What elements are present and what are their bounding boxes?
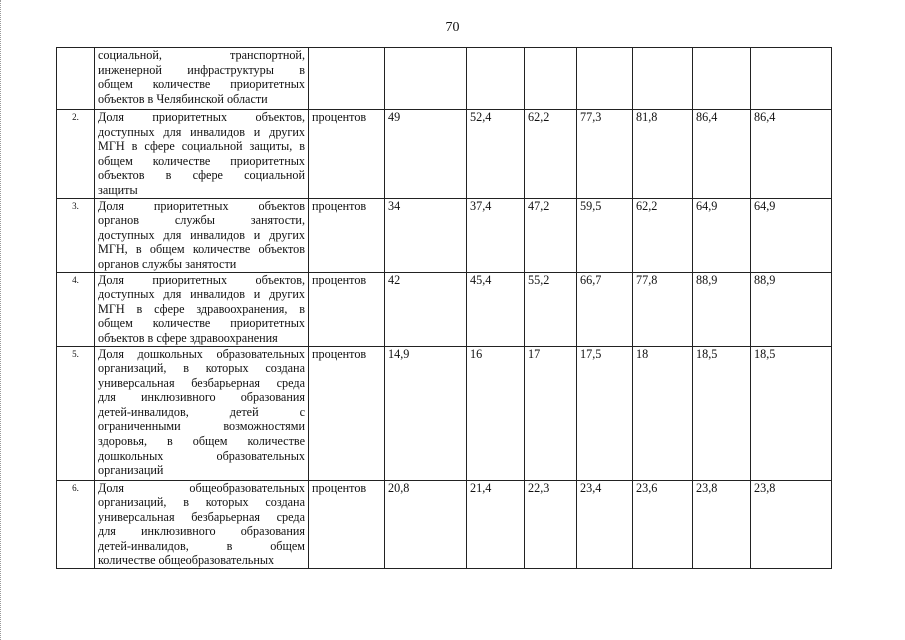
value-cell: 37,4 <box>467 198 525 272</box>
row-number: 5. <box>57 346 95 480</box>
value-cell: 23,6 <box>633 480 693 569</box>
value-cell: 16 <box>467 346 525 480</box>
value-cell: 49 <box>385 110 467 199</box>
indicator-name-line: организаций <box>98 463 164 478</box>
indicator-name-line: объектов в Челябинской области <box>98 91 268 106</box>
unit-cell: процентов <box>309 272 385 346</box>
value-cell: 88,9 <box>751 272 832 346</box>
indicator-name-line: инженерной инфраструктуры в <box>98 62 305 77</box>
indicator-name-line: общем количестве приоритетных <box>98 77 305 92</box>
value-cell: 34 <box>385 198 467 272</box>
value-cell: 18,5 <box>693 346 751 480</box>
unit-cell <box>309 48 385 110</box>
indicator-name-line: объектов в сфере здравоохранения <box>98 330 278 345</box>
value-cell <box>577 48 633 110</box>
value-cell: 52,4 <box>467 110 525 199</box>
value-cell: 81,8 <box>633 110 693 199</box>
value-cell: 64,9 <box>693 198 751 272</box>
indicator-name <box>95 48 309 110</box>
indicator-name-line: дошкольных образовательных <box>98 448 305 463</box>
indicator-name-line: социальной, транспортной, <box>98 48 305 62</box>
value-cell: 45,4 <box>467 272 525 346</box>
indicator-name-line: объектов в сфере социальной <box>98 168 305 183</box>
value-cell <box>693 48 751 110</box>
indicator-name <box>95 110 309 199</box>
indicator-name-line: детей-инвалидов, детей с <box>98 404 305 419</box>
value-cell: 77,3 <box>577 110 633 199</box>
indicator-name-line: Доля общеобразовательных <box>98 480 305 495</box>
indicator-name-line: для инклюзивного образования <box>98 390 305 405</box>
indicator-name-line: здоровья, в общем количестве <box>98 434 305 449</box>
table-row <box>57 272 832 346</box>
indicator-name <box>95 346 309 480</box>
indicator-name-line: МГН, в общем количестве объектов <box>98 242 305 257</box>
table-row <box>57 480 832 569</box>
value-cell: 55,2 <box>525 272 577 346</box>
value-cell: 77,8 <box>633 272 693 346</box>
unit-cell: процентов <box>309 110 385 199</box>
indicator-name-line: доступных для инвалидов и других <box>98 124 305 139</box>
value-cell: 86,4 <box>693 110 751 199</box>
value-cell: 17,5 <box>577 346 633 480</box>
value-cell <box>467 48 525 110</box>
unit-cell: процентов <box>309 198 385 272</box>
indicator-name-line: Доля дошкольных образовательных <box>98 346 305 361</box>
table-row <box>57 110 832 199</box>
indicator-name-line: защиты <box>98 182 138 197</box>
value-cell: 64,9 <box>751 198 832 272</box>
value-cell: 62,2 <box>633 198 693 272</box>
page-number: 70 <box>445 20 460 35</box>
value-cell: 21,4 <box>467 480 525 569</box>
table-row <box>57 198 832 272</box>
value-cell <box>385 48 467 110</box>
value-cell: 22,3 <box>525 480 577 569</box>
indicator-name-line: количестве общеобразовательных <box>98 553 275 568</box>
table-row <box>57 346 832 480</box>
indicator-name-line: универсальная безбарьерная среда <box>98 375 305 390</box>
indicators-table <box>56 47 832 569</box>
indicator-name-line: органов службы занятости, <box>98 213 305 228</box>
indicator-name-line: органов службы занятости <box>98 256 237 271</box>
indicator-name-line: детей-инвалидов, в общем <box>98 538 305 553</box>
row-number: 2. <box>57 110 95 199</box>
indicator-name-line: Доля приоритетных объектов, <box>98 272 305 287</box>
value-cell <box>525 48 577 110</box>
table-row <box>57 48 832 110</box>
value-cell: 18,5 <box>751 346 832 480</box>
table-body <box>57 48 832 569</box>
value-cell: 18 <box>633 346 693 480</box>
value-cell: 66,7 <box>577 272 633 346</box>
value-cell: 23,8 <box>693 480 751 569</box>
indicator-name-line: ограниченными возможностями <box>98 419 305 434</box>
row-number: 6. <box>57 480 95 569</box>
indicator-name <box>95 272 309 346</box>
indicator-name <box>95 198 309 272</box>
scan-left-edge <box>0 0 5 640</box>
value-cell: 47,2 <box>525 198 577 272</box>
indicator-name-line: общем количестве приоритетных <box>98 316 305 331</box>
indicator-name-line: организаций, в которых создана <box>98 361 305 376</box>
indicator-name-line: доступных для инвалидов и других <box>98 287 305 302</box>
indicator-name-line: общем количестве приоритетных <box>98 153 305 168</box>
value-cell: 23,4 <box>577 480 633 569</box>
unit-cell: процентов <box>309 480 385 569</box>
value-cell: 20,8 <box>385 480 467 569</box>
indicator-name-line: организаций, в которых создана <box>98 495 305 510</box>
value-cell: 42 <box>385 272 467 346</box>
indicator-name-line: Доля приоритетных объектов, <box>98 110 305 124</box>
unit-cell: процентов <box>309 346 385 480</box>
row-number: 3. <box>57 198 95 272</box>
value-cell: 62,2 <box>525 110 577 199</box>
indicator-name-line: МГН в сфере социальной защиты, в <box>98 139 305 154</box>
indicator-name-line: Доля приоритетных объектов <box>98 198 305 213</box>
row-number <box>57 48 95 110</box>
value-cell: 17 <box>525 346 577 480</box>
value-cell <box>633 48 693 110</box>
indicator-name-line: доступных для инвалидов и других <box>98 227 305 242</box>
value-cell: 59,5 <box>577 198 633 272</box>
value-cell <box>751 48 832 110</box>
value-cell: 23,8 <box>751 480 832 569</box>
value-cell: 14,9 <box>385 346 467 480</box>
indicator-name-line: для инклюзивного образования <box>98 524 305 539</box>
row-number: 4. <box>57 272 95 346</box>
value-cell: 88,9 <box>693 272 751 346</box>
value-cell: 86,4 <box>751 110 832 199</box>
indicator-name-line: универсальная безбарьерная среда <box>98 509 305 524</box>
indicator-name <box>95 480 309 569</box>
indicator-name-line: МГН в сфере здравоохранения, в <box>98 301 305 316</box>
